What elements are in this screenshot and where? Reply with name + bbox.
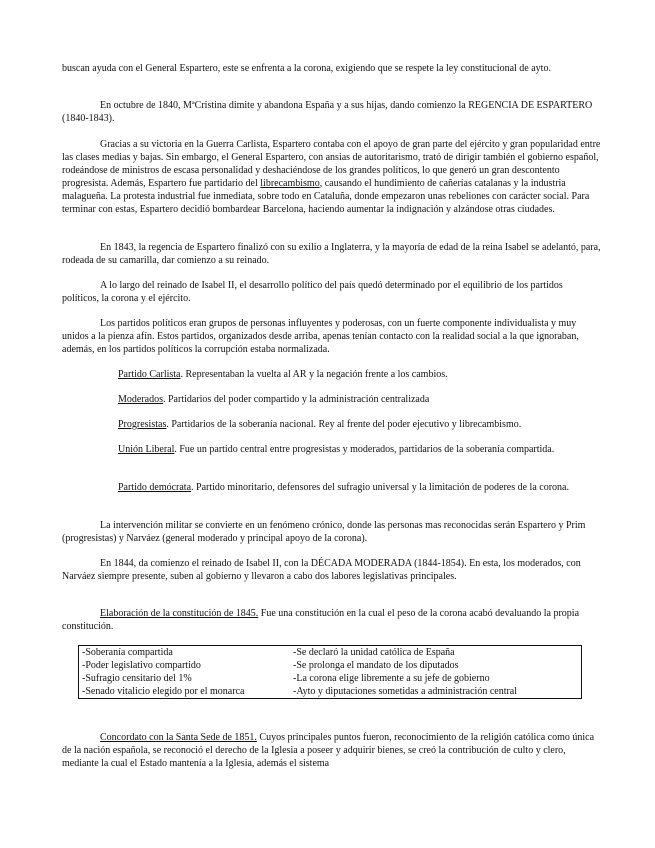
table-row xyxy=(79,646,582,660)
party-name: Progresistas xyxy=(118,419,167,430)
paragraph-regencia: En octubre de 1840, MªCristina dimite y abandona España y a sus hijas, dando comienzo la REGENCIA DE ESPARTERO (1840-1843). xyxy=(62,100,593,124)
party-desc: . Partido minoritario, defensores del sufragio universal y la limitación de poderes de la corona. xyxy=(191,482,569,493)
party-progresistas xyxy=(118,418,602,431)
paragraph-constitucion xyxy=(62,607,602,633)
paragraph-exilio: En 1843, la regencia de Espartero finalizó con su exilio a Inglaterra, y la mayoría de edad de la reina Isabel se adelantó, para, rodeada de su camarilla, dar comienzo a su reinado. xyxy=(62,242,601,266)
constitucion-title: Elaboración de la constitución de 1845. xyxy=(100,608,259,619)
table-row xyxy=(79,672,582,685)
paragraph-decada-moderada: En 1844, da comienzo el reinado de Isabel II, con la DÉCADA MODERADA (1844-1854). En esta, los moderados, con Narváez siempre presente, suben al gobierno y llevaron a cabo dos labores legislativas principales. xyxy=(62,558,581,582)
party-desc: . Partidarios de la soberanía nacional. Rey al frente del poder ejecutivo y librecambismo. xyxy=(166,419,522,430)
espartero-text-a: Gracias a su victoria en la Guerra Carlista, Espartero contaba con el apoyo de gran parte del ejército y gran popularidad entre las clases medias y bajas. Sin embargo, el General Espartero, con ansias de autoritarismo, trató de dirigir también el gobierno español, rodeándose de ministros de escasa personalidad y deshaciéndose de los grandes políticos, lo que generó un gran descontento progresista. Además, Espartero fue partidario del xyxy=(62,139,601,189)
constitucion-text: Fue una constitución en la cual el peso de la corona acabó devaluando la propia constitución. xyxy=(62,608,580,632)
party-name: Moderados xyxy=(118,394,163,405)
table-row xyxy=(79,685,582,699)
paragraph-reinado: A lo largo del reinado de Isabel II, el desarrollo político del país quedó determinado por el equilibrio de los partidos políticos, la corona y el ejército. xyxy=(62,280,563,304)
espartero-text-b: , causando el hundimiento de cañerías catalanas y la industria malagueña. La protesta industrial fue inmediata, sobre todo en Cataluña, donde empezaron unas rebeliones con carácter social. Para terminar con estas, Espartero decidió bombardear Barcelona, haciendo aumentar la indignación y alzándose otras ciudades. xyxy=(62,178,590,215)
party-desc: . Fue un partido central entre progresistas y moderados, partidarios de la soberanía compartida. xyxy=(174,444,555,455)
party-desc: . Representaban la vuelta al AR y la negación frente a los cambios. xyxy=(180,369,448,380)
party-moderados xyxy=(118,393,602,406)
party-name: Unión Liberal xyxy=(118,444,175,455)
paragraph-intro: buscan ayuda con el General Espartero, este se enfrenta a la corona, exigiendo que se respete la ley constitucional de ayto. xyxy=(62,63,551,74)
table-cell: -Se prolonga el mandato de los diputados xyxy=(293,660,459,671)
table-cell: -Se declaró la unidad católica de España xyxy=(293,647,455,658)
librecambismo-term: librecambismo xyxy=(260,178,320,189)
party-democrata xyxy=(118,481,602,494)
table-cell: -Soberanía compartida xyxy=(82,647,173,658)
paragraph-partidos: Los partidos políticos eran grupos de personas influyentes y poderosas, con un fuerte componente individualista y muy unidos a la pienza afín. Estos partidos, organizados desde arriba, apenas tenían contacto con la realidad social a la que ignoraban, además, en los partidos políticos la corrupción estaba normalizada. xyxy=(62,318,579,355)
paragraph-concordato xyxy=(62,731,602,770)
party-union-liberal xyxy=(118,443,602,456)
concordato-text: Cuyos principales puntos fueron, reconocimiento de la religión católica como única de la nación española, se reconoció el derecho de la Iglesia a poseer y adquirir bienes, se creó la contribución de culto y clero, mediante la cual el Estado mantenía a la Iglesia, además el sistema xyxy=(62,732,595,769)
table-cell: -Ayto y diputaciones sometidas a administración central xyxy=(293,686,518,697)
party-desc: . Partidarios del poder compartido y la administración centralizada xyxy=(163,394,430,405)
table-row xyxy=(79,659,582,672)
table-cell: -La corona elige libremente a su jefe de gobierno xyxy=(293,673,490,684)
table-cell: -Poder legislativo compartido xyxy=(82,660,201,671)
table-cell: -Senado vitalicio elegido por el monarca xyxy=(82,686,245,697)
party-name: Partido Carlista xyxy=(118,369,181,380)
table-cell: -Sufragio censitario del 1% xyxy=(82,673,192,684)
paragraph-intervencion-militar: La intervención militar se convierte en un fenómeno crónico, donde las personas mas reconocidas serán Espartero y Prim (progresistas) y Narváez (general moderado y principal apoyo de la corona). xyxy=(62,520,586,544)
party-carlista xyxy=(118,368,602,381)
constitution-summary-table xyxy=(78,645,582,699)
party-name: Partido demócrata xyxy=(118,482,192,493)
concordato-title: Concordato con la Santa Sede de 1851. xyxy=(100,732,257,743)
paragraph-espartero xyxy=(62,138,602,216)
